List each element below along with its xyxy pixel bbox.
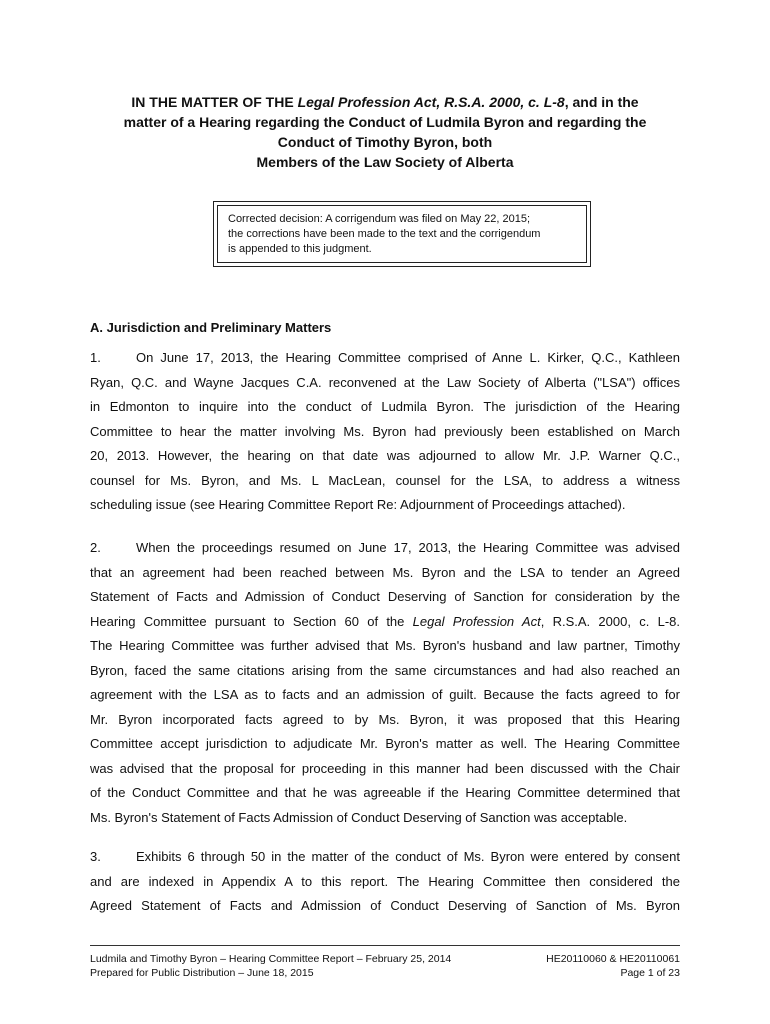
section-heading: A. Jurisdiction and Preliminary Matters xyxy=(90,320,332,335)
paragraph-3 xyxy=(90,845,680,919)
paragraph-number: 1. xyxy=(90,350,101,365)
title-line-2: matter of a Hearing regarding the Conduct of Ludmila Byron and regarding the xyxy=(123,114,647,130)
paragraph-line: in Edmonton to inquire into the conduct of Ludmila Byron. The jurisdiction of the Hearing xyxy=(90,399,680,414)
paragraph-line: Committee to hear the matter involving Ms. Byron had previously been established on March xyxy=(90,423,680,439)
paragraph-line: 3. Exhibits 6 through 50 in the matter of the conduct of Ms. Byron were entered by consent xyxy=(90,845,680,870)
paragraph-line: Hearing Committee pursuant to Section 60 of the Legal Profession Act, R.S.A. 2000, c. L-8. xyxy=(90,613,680,629)
document-title xyxy=(90,92,680,172)
footer-divider xyxy=(90,945,680,946)
corrigendum-notice xyxy=(217,205,587,263)
footer-left xyxy=(90,952,451,980)
footer-file-numbers: HE20110060 & HE20110061 xyxy=(546,953,680,965)
footer-page-number: Page 1 of 23 xyxy=(620,967,680,979)
corrigendum-notice-box xyxy=(213,201,591,267)
paragraph-line: of the Conduct Committee and that he was agreeable if the Hearing Committee determined that xyxy=(90,785,680,800)
paragraph-line: that an agreement had been reached between Ms. Byron and the LSA to tender an Agreed xyxy=(90,564,680,580)
paragraph-line: and are indexed in Appendix A to this report. The Hearing Committee then considered the xyxy=(90,873,680,889)
paragraph-line: scheduling issue (see Hearing Committee Report Re: Adjournment of Proceedings attached). xyxy=(90,497,626,512)
paragraph-line: agreement with the LSA as to facts and an admission of guilt. Because the facts agreed to for xyxy=(90,687,680,702)
act-citation: Legal Profession Act xyxy=(412,613,541,629)
footer-distribution-date: Prepared for Public Distribution – June 18, 2015 xyxy=(90,967,314,979)
paragraph-line: Committee accept jurisdiction to adjudicate Mr. Byron's matter as well. The Hearing Committee xyxy=(90,736,680,751)
paragraph-number: 3. xyxy=(90,849,101,864)
paragraph-line: was advised that the proposal for proceeding in this manner had been discussed with the Chair xyxy=(90,760,680,776)
paragraph-line: Mr. Byron incorporated facts agreed to by Ms. Byron, it was proposed that this Hearing xyxy=(90,711,680,727)
paragraph-line: 1. On June 17, 2013, the Hearing Committee comprised of Anne L. Kirker, Q.C., Kathleen xyxy=(90,346,680,371)
paragraph-line: counsel for Ms. Byron, and Ms. L MacLean, counsel for the LSA, to address a witness xyxy=(90,472,680,488)
paragraph-number: 2. xyxy=(90,540,101,555)
title-line-1 xyxy=(90,92,680,112)
notice-line: the corrections have been made to the text and the corrigendum xyxy=(228,228,541,240)
footer-right xyxy=(546,952,680,980)
paragraph-1 xyxy=(90,346,680,518)
footer-report-title: Ludmila and Timothy Byron – Hearing Committee Report – February 25, 2014 xyxy=(90,953,452,965)
paragraph-line: 20, 2013. However, the hearing on that date was adjourned to allow Mr. J.P. Warner Q.C., xyxy=(90,448,680,463)
title-suffix: , and in the xyxy=(564,94,639,110)
paragraph-line: 2. When the proceedings resumed on June 17, 2013, the Hearing Committee was advised xyxy=(90,536,680,561)
paragraph-line: Byron, faced the same citations arising from the same circumstances and had also reached an xyxy=(90,662,680,678)
notice-line: Corrected decision: A corrigendum was filed on May 22, 2015; xyxy=(228,213,531,225)
title-prefix: IN THE MATTER OF THE xyxy=(131,94,298,110)
act-citation: Legal Profession Act, R.S.A. 2000, c. L-8 xyxy=(297,94,565,110)
title-line-4: Members of the Law Society of Alberta xyxy=(256,154,514,170)
title-line-3: Conduct of Timothy Byron, both xyxy=(277,134,493,150)
paragraph-line: The Hearing Committee was further advised that Ms. Byron's husband and law partner, Timothy xyxy=(90,638,680,653)
paragraph-line: Agreed Statement of Facts and Admission of Conduct Deserving of Sanction of Ms. Byron xyxy=(90,898,680,913)
notice-line: is appended to this judgment. xyxy=(228,243,372,255)
paragraph-line: Ms. Byron's Statement of Facts Admission of Conduct Deserving of Sanction was acceptable. xyxy=(90,809,628,825)
paragraph-line: Statement of Facts and Admission of Conduct Deserving of Sanction for consideration by the xyxy=(90,589,680,604)
paragraph-line: Ryan, Q.C. and Wayne Jacques C.A. reconvened at the Law Society of Alberta ("LSA") offices xyxy=(90,374,680,390)
paragraph-2 xyxy=(90,536,680,830)
